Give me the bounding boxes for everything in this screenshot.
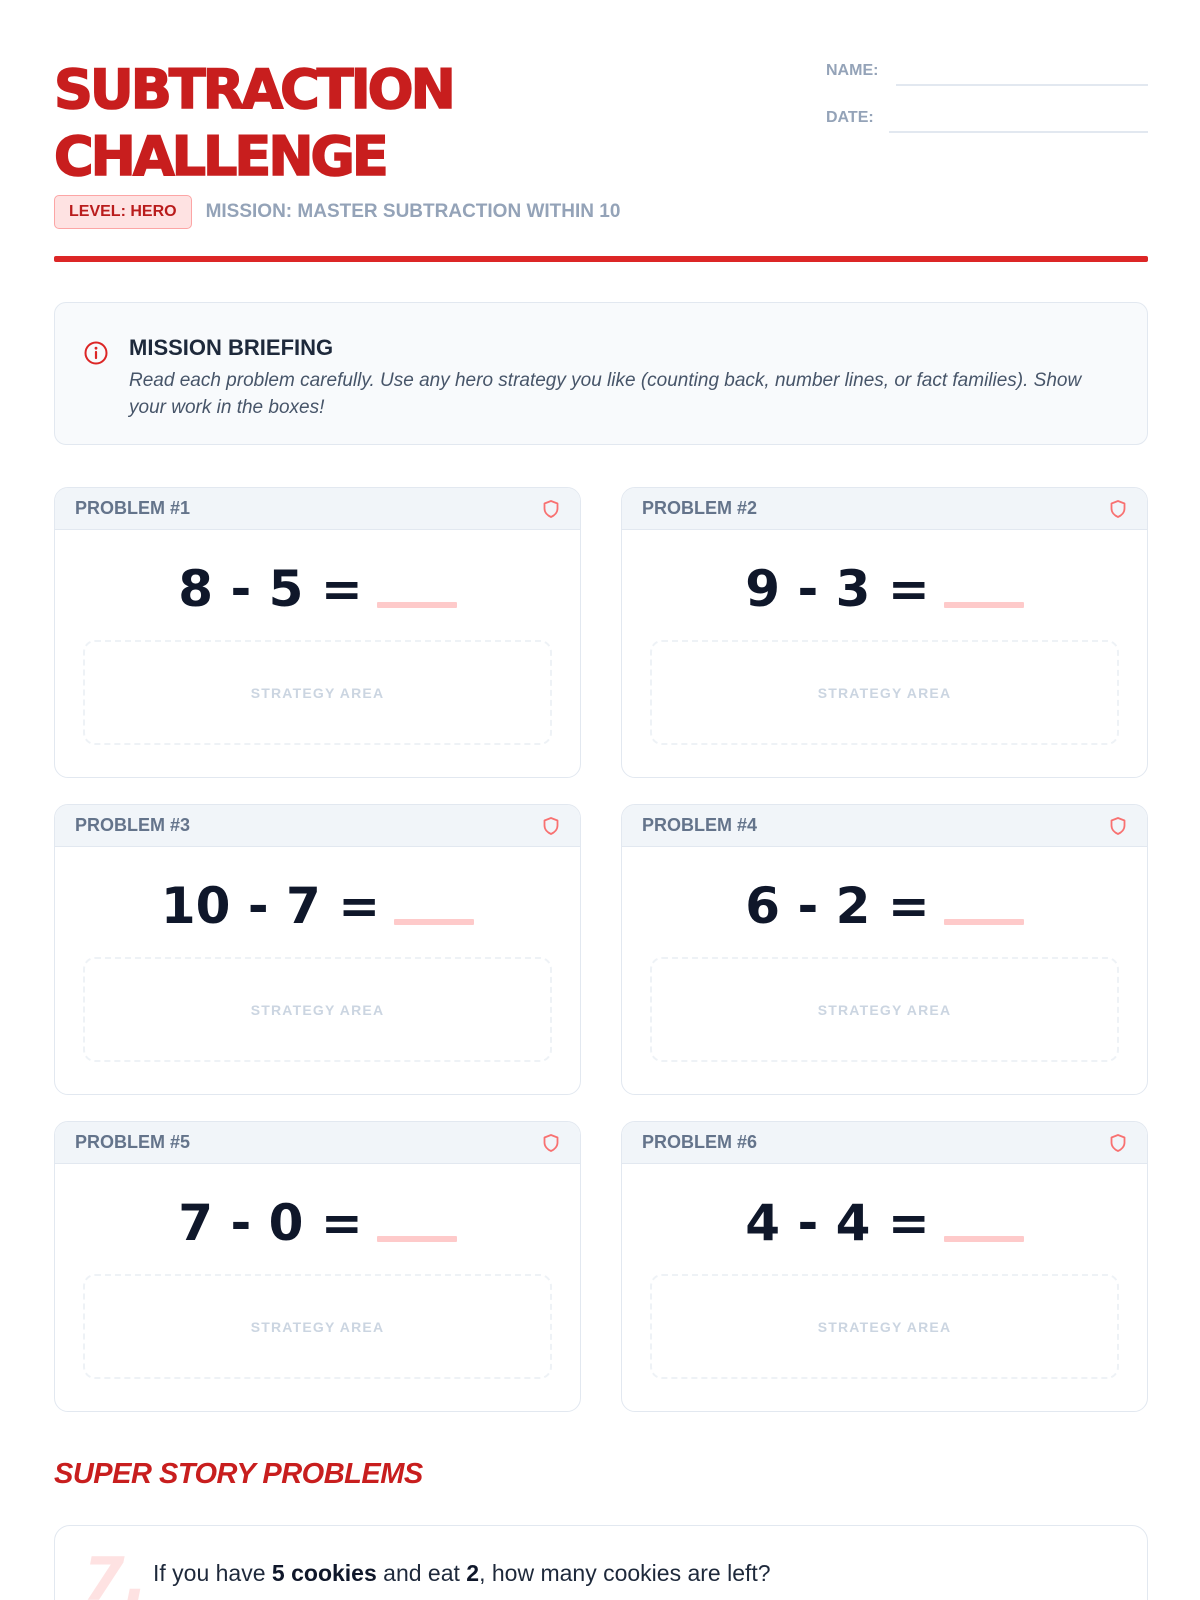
problem-header: [622, 488, 1147, 530]
equation: [622, 556, 1147, 622]
mission-subtitle: MISSION: MASTER SUBTRACTION WITHIN 10: [205, 201, 621, 222]
title-line-1: SUBTRACTION: [54, 58, 453, 121]
problem-card-4: [621, 804, 1148, 1095]
shield-icon: [542, 816, 560, 836]
header-divider: [54, 256, 1148, 262]
problem-header: [622, 1122, 1147, 1164]
problem-label: PROBLEM #2: [642, 498, 758, 518]
story-text-part: , how many cookies are left?: [479, 1560, 771, 1586]
problem-card-3: [54, 804, 581, 1095]
date-line[interactable]: [889, 131, 1148, 133]
problem-card-5: [54, 1121, 581, 1412]
problem-label: PROBLEM #1: [75, 498, 191, 518]
equation-text: 6 - 2 =: [745, 877, 930, 935]
shield-icon: [1109, 816, 1127, 836]
story-emphasis: 5 cookies: [271, 1560, 377, 1586]
problem-header: [622, 805, 1147, 847]
name-field[interactable]: [826, 56, 1148, 103]
equation-text: 4 - 4 =: [745, 1194, 930, 1252]
story-problem-7: [54, 1525, 1148, 1600]
answer-blank[interactable]: [944, 1236, 1024, 1242]
problem-card-2: [621, 487, 1148, 778]
equation: [55, 556, 580, 622]
strategy-area[interactable]: STRATEGY AREA: [83, 640, 552, 745]
problem-label: PROBLEM #3: [75, 815, 191, 835]
answer-blank[interactable]: [377, 602, 457, 608]
worksheet-page: [54, 0, 1148, 1600]
strategy-area[interactable]: STRATEGY AREA: [650, 1274, 1119, 1379]
problem-label: PROBLEM #6: [642, 1132, 758, 1152]
name-line[interactable]: [896, 84, 1148, 86]
problem-header: [55, 1122, 580, 1164]
equation-text: 10 - 7 =: [160, 877, 381, 935]
date-field[interactable]: [826, 103, 1148, 150]
shield-icon: [542, 499, 560, 519]
answer-blank[interactable]: [394, 919, 474, 925]
date-label: DATE:: [826, 109, 874, 126]
shield-icon: [1109, 499, 1127, 519]
story-text-part: If you have: [153, 1560, 272, 1586]
briefing-title: MISSION BRIEFING: [129, 335, 334, 360]
problem-label: PROBLEM #5: [75, 1132, 191, 1152]
answer-blank[interactable]: [944, 602, 1024, 608]
shield-icon: [542, 1133, 560, 1153]
student-fields: [826, 56, 1148, 150]
answer-blank[interactable]: [944, 919, 1024, 925]
answer-blank[interactable]: [377, 1236, 457, 1242]
title-line-2: CHALLENGE: [54, 125, 386, 188]
name-label: NAME:: [826, 62, 879, 79]
strategy-area[interactable]: STRATEGY AREA: [650, 640, 1119, 745]
info-icon: [83, 340, 109, 366]
problem-card-6: [621, 1121, 1148, 1412]
problem-header: [55, 488, 580, 530]
story-number: 7.: [83, 1545, 148, 1600]
shield-icon: [1109, 1133, 1127, 1153]
equation: [622, 1190, 1147, 1256]
strategy-area[interactable]: STRATEGY AREA: [650, 957, 1119, 1062]
story-text: [153, 1560, 771, 1587]
equation: [55, 1190, 580, 1256]
equation-text: 8 - 5 =: [178, 560, 363, 618]
mission-briefing: [54, 302, 1148, 445]
story-emphasis: 2: [466, 1560, 480, 1586]
problem-card-1: [54, 487, 581, 778]
problem-label: PROBLEM #4: [642, 815, 758, 835]
briefing-text: Read each problem carefully. Use any hero strategy you like (counting back, number lines, or fact families). Show your work in the boxes!: [129, 370, 1082, 418]
equation-text: 7 - 0 =: [178, 1194, 363, 1252]
page-title: [54, 56, 614, 190]
problem-header: [55, 805, 580, 847]
strategy-area[interactable]: STRATEGY AREA: [83, 957, 552, 1062]
mission-meta: [54, 195, 620, 229]
equation: [622, 873, 1147, 939]
level-badge: LEVEL: HERO: [54, 195, 192, 229]
story-section-heading: SUPER STORY PROBLEMS: [54, 1458, 423, 1490]
equation: [55, 873, 580, 939]
strategy-area[interactable]: STRATEGY AREA: [83, 1274, 552, 1379]
equation-text: 9 - 3 =: [745, 560, 930, 618]
story-text-part: and eat: [376, 1560, 467, 1586]
